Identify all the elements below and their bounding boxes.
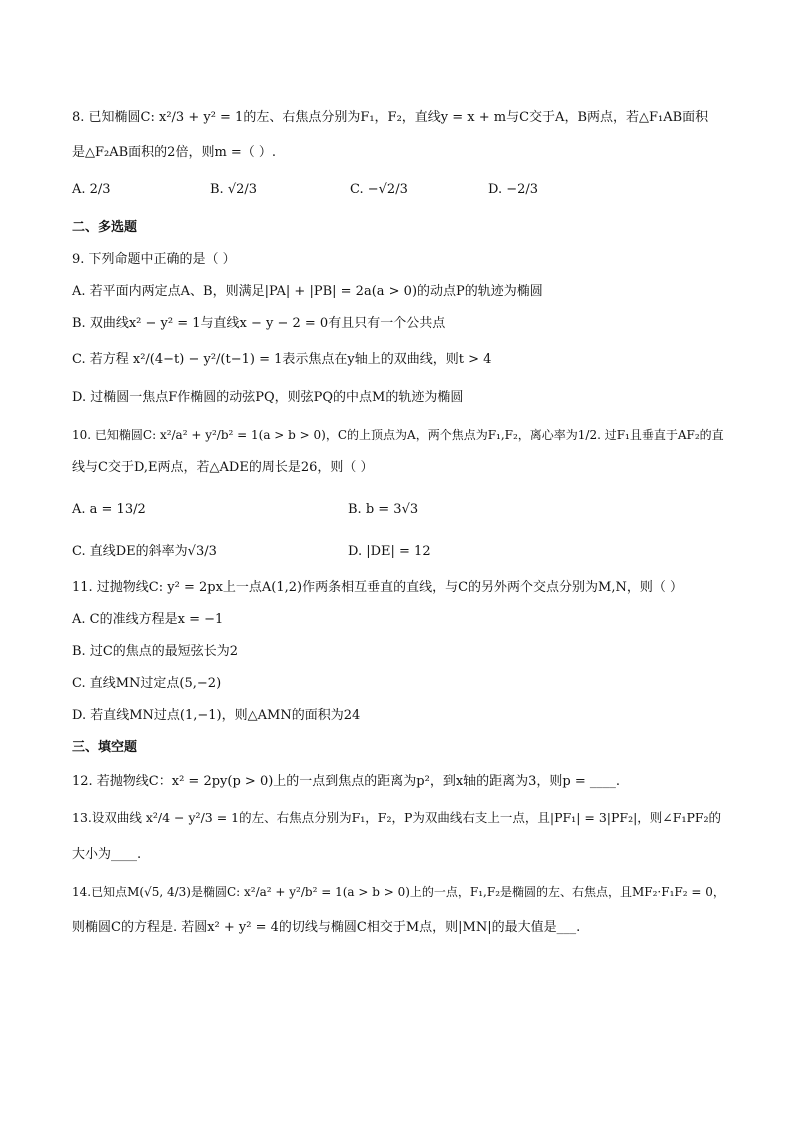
q9-option-a: A. 若平面内两定点A、B，则满足|PA| + |PB| = 2a(a > 0)的动点P的轨迹为椭圆 xyxy=(72,284,543,299)
q11-stem: 11. 过抛物线C: y² = 2px上一点A(1,2)作两条相互垂直的直线，与C的另外两个交点分别为M,N，则（ ） xyxy=(72,580,684,595)
section-fill-in: 三、填空题 xyxy=(72,740,138,755)
q13-line1: 13.设双曲线 x²/4 − y²/3 = 1的左、右焦点分别为F₁，F₂，P为双曲线右支上一点，且|PF₁| = 3|PF₂|，则∠F₁PF₂的 xyxy=(72,810,722,825)
q8-option-d: D. −2/3 xyxy=(488,182,539,197)
q14-line2: 则椭圆C的方程是. 若圆x² + y² = 4的切线与椭圆C相交于M点，则|MN|的最大值是___. xyxy=(72,920,581,935)
q14-line1: 14.已知点M(√5, 4/3)是椭圆C: x²/a² + y²/b² = 1(a > b > 0)上的一点，F₁,F₂是椭圆的左、右焦点，且MF₂·F₁F₂ = 0， xyxy=(72,885,725,899)
q11-option-b: B. 过C的焦点的最短弦长为2 xyxy=(72,644,239,659)
q10-option-d: D. |DE| = 12 xyxy=(348,544,431,559)
q8-line1: 8. 已知椭圆C: x²/3 + y² = 1的左、右焦点分别为F₁，F₂，直线y = x + m与C交于A，B两点，若△F₁AB面积 xyxy=(72,110,709,125)
q8-line2: 是△F₂AB面积的2倍，则m =（ ）. xyxy=(72,145,277,160)
q12-text: 12. 若抛物线C：x² = 2py(p > 0)上的一点到焦点的距离为p²，到x轴的距离为3，则p = ____. xyxy=(72,774,621,789)
q9-option-b: B. 双曲线x² − y² = 1与直线x − y − 2 = 0有且只有一个公共点 xyxy=(72,316,446,331)
q10-option-c: C. 直线DE的斜率为√3/3 xyxy=(72,544,217,559)
q10-option-b: B. b = 3√3 xyxy=(348,502,419,517)
q10-line2: 线与C交于D,E两点，若△ADE的周长是26，则（ ） xyxy=(72,460,374,475)
q11-option-c: C. 直线MN过定点(5,−2) xyxy=(72,676,222,691)
q8-option-c: C. −√2/3 xyxy=(350,182,408,197)
q10-option-a: A. a = 13/2 xyxy=(72,502,146,517)
q10-line1: 10. 已知椭圆C: x²/a² + y²/b² = 1(a > b > 0)，C的上顶点为A，两个焦点为F₁,F₂，离心率为1/2. 过F₁且垂直于AF₂的直 xyxy=(72,428,724,442)
q13-line2: 大小为____. xyxy=(72,847,142,862)
q9-stem: 9. 下列命题中正确的是（ ） xyxy=(72,252,236,267)
q8-option-a: A. 2/3 xyxy=(72,182,111,197)
q11-option-d: D. 若直线MN过点(1,−1)，则△AMN的面积为24 xyxy=(72,708,361,723)
q11-option-a: A. C的准线方程是x = −1 xyxy=(72,612,224,627)
q9-option-c: C. 若方程 x²/(4−t) − y²/(t−1) = 1表示焦点在y轴上的双曲线，则t > 4 xyxy=(72,352,492,367)
q8-option-b: B. √2/3 xyxy=(210,182,258,197)
section-multiple-choice: 二、多选题 xyxy=(72,220,138,235)
q9-option-d: D. 过椭圆一焦点F作椭圆的动弦PQ，则弦PQ的中点M的轨迹为椭圆 xyxy=(72,390,464,405)
